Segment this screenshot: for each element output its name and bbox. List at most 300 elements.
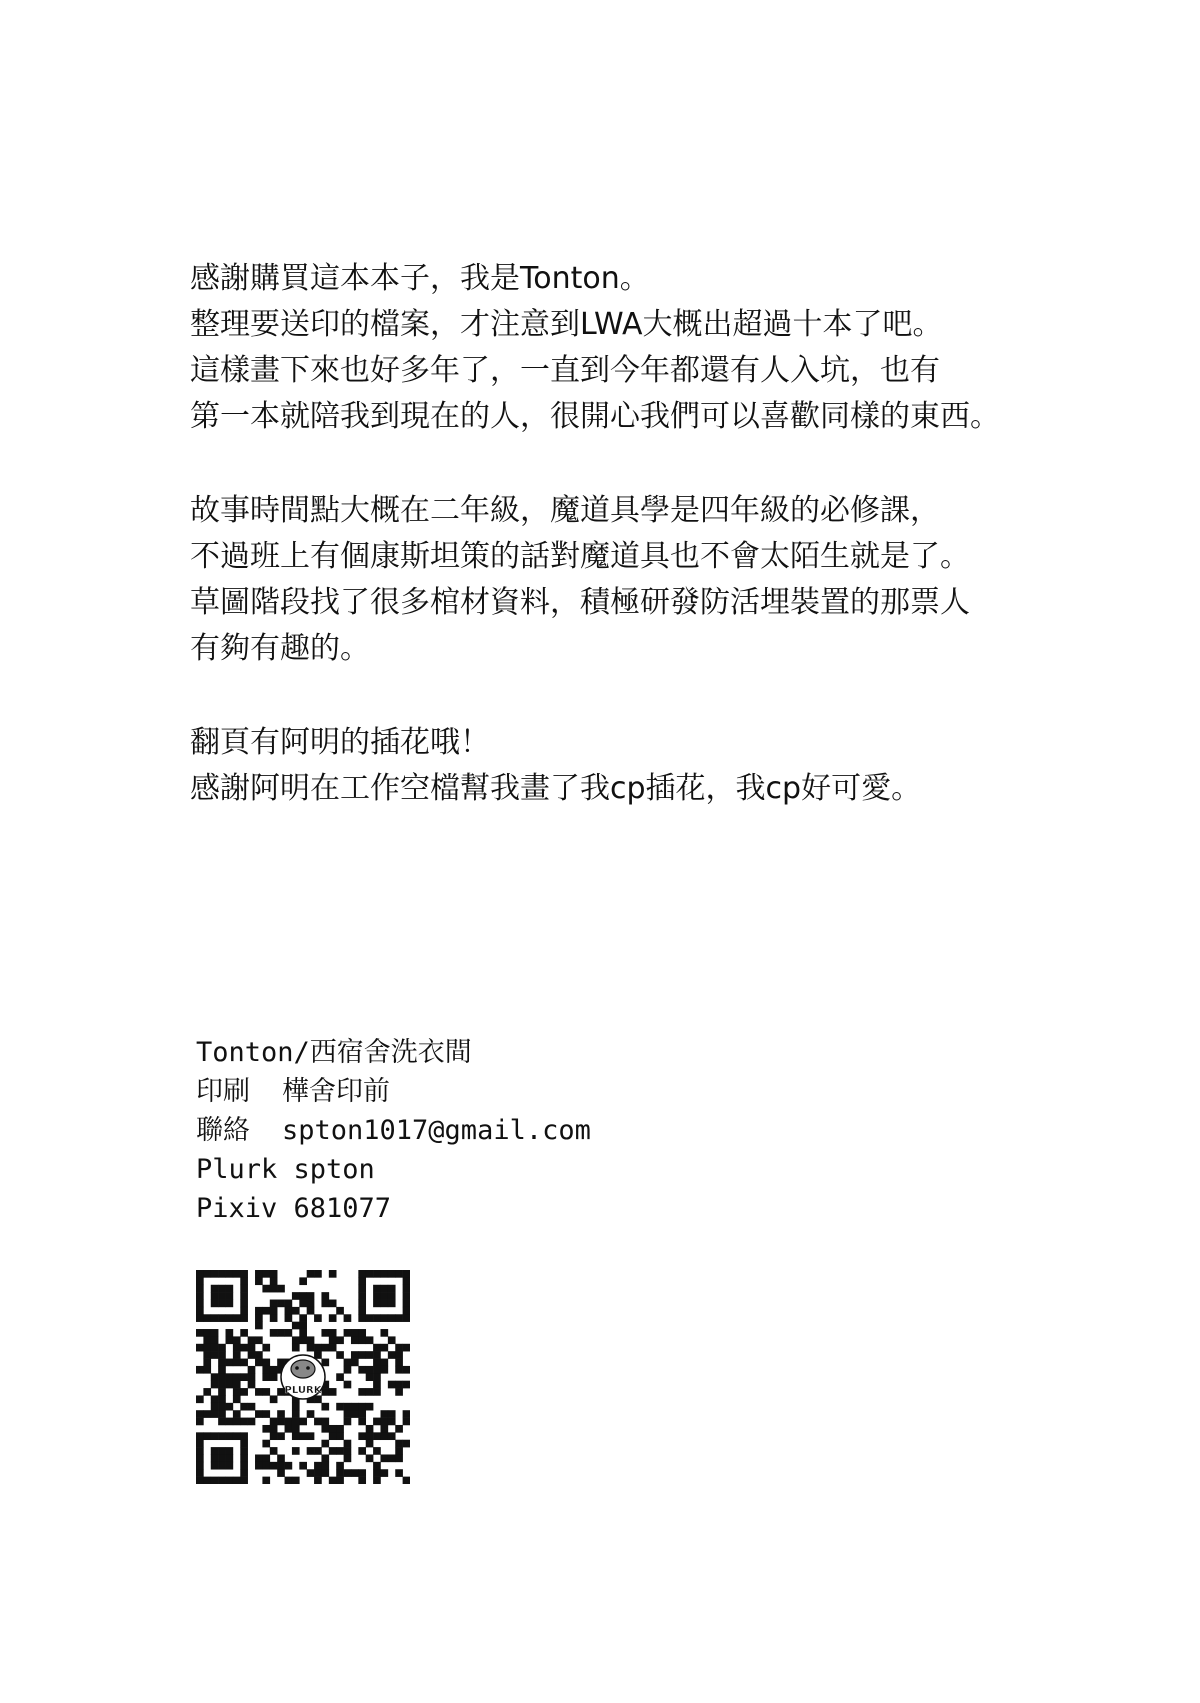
- qr-module: [226, 1292, 234, 1300]
- qr-module: [299, 1314, 307, 1322]
- qr-module: [211, 1454, 219, 1462]
- qr-module: [373, 1285, 381, 1293]
- qr-module: [351, 1329, 359, 1337]
- qr-module: [285, 1462, 293, 1470]
- qr-module: [336, 1477, 344, 1484]
- qr-module: [211, 1285, 219, 1293]
- qr-module: [285, 1329, 293, 1337]
- qr-module: [218, 1300, 226, 1308]
- qr-module: [344, 1410, 352, 1418]
- qr-module: [270, 1366, 278, 1374]
- qr-module: [292, 1432, 300, 1440]
- qr-module: [351, 1403, 359, 1411]
- qr-module: [380, 1300, 388, 1308]
- qr-module: [366, 1314, 374, 1322]
- printer-line: [196, 1072, 796, 1111]
- qr-module: [351, 1351, 359, 1359]
- qr-module: [373, 1432, 381, 1440]
- qr-module: [277, 1462, 285, 1470]
- qr-module: [344, 1454, 352, 1462]
- qr-module: [233, 1336, 241, 1344]
- qr-module: [240, 1469, 248, 1477]
- qr-module: [226, 1403, 234, 1411]
- qr-module: [292, 1425, 300, 1433]
- qr-module: [248, 1403, 256, 1411]
- qr-module: [262, 1425, 270, 1433]
- qr-module: [329, 1425, 337, 1433]
- qr-module: [285, 1425, 293, 1433]
- qr-module: [226, 1359, 234, 1367]
- qr-module: [196, 1432, 204, 1440]
- qr-module: [403, 1300, 410, 1308]
- qr-module: [226, 1477, 234, 1484]
- qr-module: [262, 1285, 270, 1293]
- qr-module: [277, 1418, 285, 1426]
- qr-module: [262, 1307, 270, 1315]
- qr-module: [255, 1462, 263, 1470]
- qr-module: [218, 1351, 226, 1359]
- qr-module: [226, 1329, 234, 1337]
- qr-module: [218, 1381, 226, 1389]
- qr-module: [403, 1477, 410, 1484]
- qr-module: [270, 1425, 278, 1433]
- qr-module: [395, 1469, 403, 1477]
- paragraph-2: [190, 488, 1090, 672]
- qr-module: [255, 1322, 263, 1330]
- qr-module: [299, 1329, 307, 1337]
- qr-module: [329, 1432, 337, 1440]
- qr-module: [329, 1314, 337, 1322]
- qr-module: [403, 1410, 410, 1418]
- text-line: 第一本就陪我到現在的人，很開心我們可以喜歡同樣的東西。: [190, 399, 1000, 434]
- qr-module: [314, 1462, 322, 1470]
- qr-module: [196, 1462, 204, 1470]
- text-line: 翻頁有阿明的插花哦！: [190, 725, 490, 760]
- qr-module: [218, 1432, 226, 1440]
- qr-code: [196, 1270, 410, 1484]
- qr-module: [336, 1447, 344, 1455]
- qr-module: [395, 1440, 403, 1448]
- text-line: 不過班上有個康斯坦策的話對魔道具也不會太陌生就是了。: [190, 539, 970, 574]
- qr-module: [336, 1425, 344, 1433]
- qr-module: [395, 1381, 403, 1389]
- qr-module: [203, 1336, 211, 1344]
- qr-module: [380, 1285, 388, 1293]
- qr-module: [395, 1359, 403, 1367]
- qr-module: [373, 1314, 381, 1322]
- qr-module: [321, 1425, 329, 1433]
- qr-module: [292, 1307, 300, 1315]
- qr-module: [270, 1329, 278, 1337]
- qr-module: [395, 1314, 403, 1322]
- qr-module: [380, 1270, 388, 1278]
- qr-module: [218, 1373, 226, 1381]
- pixiv-line: Pixiv 681077: [196, 1193, 392, 1224]
- qr-module: [336, 1373, 344, 1381]
- qr-module: [196, 1314, 204, 1322]
- qr-module: [403, 1277, 410, 1285]
- printer-value: 樺舍印前: [282, 1076, 390, 1107]
- qr-module: [277, 1300, 285, 1308]
- qr-module: [403, 1285, 410, 1293]
- qr-module: [366, 1336, 374, 1344]
- qr-module: [196, 1395, 204, 1403]
- qr-module: [358, 1292, 366, 1300]
- qr-module: [373, 1270, 381, 1278]
- qr-module: [366, 1425, 374, 1433]
- qr-module: [366, 1403, 374, 1411]
- qr-module: [196, 1440, 204, 1448]
- qr-module: [395, 1447, 403, 1455]
- qr-module: [196, 1418, 204, 1426]
- qr-module: [226, 1300, 234, 1308]
- qr-module: [203, 1314, 211, 1322]
- qr-module: [277, 1432, 285, 1440]
- qr-module: [240, 1344, 248, 1352]
- qr-module: [373, 1477, 381, 1484]
- qr-module: [321, 1403, 329, 1411]
- qr-module: [373, 1292, 381, 1300]
- qr-module: [380, 1469, 388, 1477]
- qr-module: [380, 1292, 388, 1300]
- qr-module: [211, 1462, 219, 1470]
- qr-module: [307, 1447, 315, 1455]
- qr-module: [240, 1403, 248, 1411]
- qr-module: [292, 1477, 300, 1484]
- qr-module: [211, 1300, 219, 1308]
- qr-module: [351, 1469, 359, 1477]
- qr-module: [196, 1307, 204, 1315]
- qr-module: [307, 1307, 315, 1315]
- qr-module: [240, 1270, 248, 1278]
- qr-module: [344, 1329, 352, 1337]
- qr-module: [395, 1388, 403, 1396]
- qr-module: [248, 1381, 256, 1389]
- text-line: 草圖階段找了很多棺材資料，積極研發防活埋裝置的那票人: [190, 585, 970, 620]
- qr-module: [358, 1447, 366, 1455]
- qr-module: [211, 1292, 219, 1300]
- qr-module: [211, 1336, 219, 1344]
- qr-module: [314, 1351, 322, 1359]
- qr-module: [321, 1462, 329, 1470]
- qr-module: [366, 1366, 374, 1374]
- text-line: 這樣畫下來也好多年了，一直到今年都還有人入坑，也有: [190, 353, 940, 388]
- qr-module: [218, 1462, 226, 1470]
- qr-module: [380, 1454, 388, 1462]
- qr-module: [388, 1292, 396, 1300]
- qr-module: [218, 1270, 226, 1278]
- qr-module: [240, 1477, 248, 1484]
- afterword-text: [190, 256, 1090, 860]
- qr-module: [358, 1388, 366, 1396]
- qr-module: [344, 1381, 352, 1389]
- qr-module: [351, 1359, 359, 1367]
- qr-module: [240, 1314, 248, 1322]
- qr-module: [373, 1447, 381, 1455]
- qr-module: [233, 1432, 241, 1440]
- printer-label: 印刷: [196, 1076, 250, 1107]
- qr-module: [344, 1447, 352, 1455]
- qr-module: [329, 1447, 337, 1455]
- qr-module: [218, 1454, 226, 1462]
- qr-module: [240, 1447, 248, 1455]
- plurk-line: Plurk spton: [196, 1154, 375, 1185]
- qr-module: [329, 1388, 337, 1396]
- qr-module: [255, 1388, 263, 1396]
- qr-module: [380, 1425, 388, 1433]
- qr-module: [233, 1373, 241, 1381]
- qr-module: [366, 1454, 374, 1462]
- qr-module: [344, 1359, 352, 1367]
- qr-module: [366, 1270, 374, 1278]
- qr-module: [336, 1336, 344, 1344]
- qr-module: [314, 1477, 322, 1484]
- qr-module: [277, 1329, 285, 1337]
- qr-module: [248, 1351, 256, 1359]
- qr-module: [336, 1469, 344, 1477]
- qr-module: [196, 1454, 204, 1462]
- qr-module: [329, 1270, 337, 1278]
- qr-module: [388, 1285, 396, 1293]
- qr-module: [292, 1344, 300, 1352]
- qr-module: [292, 1322, 300, 1330]
- qr-module: [255, 1336, 263, 1344]
- qr-module: [358, 1418, 366, 1426]
- qr-module: [366, 1373, 374, 1381]
- qr-module: [285, 1300, 293, 1308]
- qr-module: [299, 1336, 307, 1344]
- qr-module: [233, 1410, 241, 1418]
- qr-module: [255, 1454, 263, 1462]
- qr-module: [240, 1454, 248, 1462]
- qr-module: [358, 1270, 366, 1278]
- qr-module: [203, 1359, 211, 1367]
- qr-module: [336, 1307, 344, 1315]
- qr-module: [336, 1351, 344, 1359]
- qr-module: [373, 1381, 381, 1389]
- qr-module: [203, 1432, 211, 1440]
- qr-module: [270, 1432, 278, 1440]
- qr-module: [344, 1403, 352, 1411]
- paragraph-3: [190, 720, 1090, 812]
- qr-module: [403, 1292, 410, 1300]
- qr-module: [292, 1410, 300, 1418]
- qr-module: [358, 1277, 366, 1285]
- qr-module: [388, 1300, 396, 1308]
- qr-module: [233, 1477, 241, 1484]
- qr-module: [211, 1477, 219, 1484]
- qr-module: [403, 1270, 410, 1278]
- qr-module: [358, 1336, 366, 1344]
- qr-module: [388, 1351, 396, 1359]
- qr-module: [211, 1381, 219, 1389]
- qr-module: [262, 1477, 270, 1484]
- qr-module: [373, 1469, 381, 1477]
- qr-module: [314, 1469, 322, 1477]
- qr-module: [196, 1477, 204, 1484]
- qr-module: [270, 1314, 278, 1322]
- plurk-logo-icon: [281, 1355, 325, 1399]
- qr-module: [262, 1440, 270, 1448]
- qr-module: [226, 1373, 234, 1381]
- qr-module: [240, 1307, 248, 1315]
- contact-email: spton1017@gmail.com: [282, 1115, 591, 1146]
- qr-module: [395, 1351, 403, 1359]
- qr-module: [299, 1277, 307, 1285]
- qr-module: [344, 1366, 352, 1374]
- qr-module: [329, 1477, 337, 1484]
- qr-module: [218, 1447, 226, 1455]
- qr-module: [196, 1410, 204, 1418]
- qr-module: [285, 1307, 293, 1315]
- qr-module: [395, 1270, 403, 1278]
- colophon: [196, 1033, 796, 1228]
- qr-module: [358, 1351, 366, 1359]
- text-line: 整理要送印的檔案，才注意到LWA大概出超過十本了吧。: [190, 307, 943, 342]
- qr-module: [336, 1462, 344, 1470]
- qr-module: [240, 1462, 248, 1470]
- qr-module: [211, 1373, 219, 1381]
- paragraph-1: [190, 256, 1090, 440]
- qr-module: [366, 1440, 374, 1448]
- qr-module: [218, 1366, 226, 1374]
- qr-module: [211, 1410, 219, 1418]
- qr-module: [255, 1351, 263, 1359]
- qr-module: [373, 1366, 381, 1374]
- qr-module: [380, 1359, 388, 1367]
- qr-module: [277, 1469, 285, 1477]
- qr-module: [233, 1359, 241, 1367]
- qr-module: [196, 1469, 204, 1477]
- qr-module: [277, 1454, 285, 1462]
- qr-module: [270, 1285, 278, 1293]
- qr-module: [373, 1344, 381, 1352]
- qr-module: [314, 1344, 322, 1352]
- qr-module: [388, 1314, 396, 1322]
- qr-module: [395, 1344, 403, 1352]
- qr-module: [388, 1432, 396, 1440]
- qr-module: [218, 1314, 226, 1322]
- qr-module: [388, 1454, 396, 1462]
- text-line: 故事時間點大概在二年級，魔道具學是四年級的必修課，: [190, 493, 940, 528]
- qr-module: [373, 1418, 381, 1426]
- qr-module: [270, 1395, 278, 1403]
- qr-module: [262, 1373, 270, 1381]
- qr-module: [248, 1336, 256, 1344]
- qr-module: [226, 1418, 234, 1426]
- qr-module: [211, 1314, 219, 1322]
- qr-module: [196, 1270, 204, 1278]
- qr-module: [270, 1300, 278, 1308]
- qr-module: [240, 1440, 248, 1448]
- qr-module: [240, 1359, 248, 1367]
- qr-module: [203, 1344, 211, 1352]
- qr-module: [203, 1410, 211, 1418]
- qr-module: [344, 1314, 352, 1322]
- qr-module: [218, 1388, 226, 1396]
- qr-module: [240, 1388, 248, 1396]
- qr-module: [380, 1432, 388, 1440]
- qr-module: [307, 1432, 315, 1440]
- qr-module: [307, 1344, 315, 1352]
- qr-module: [358, 1403, 366, 1411]
- qr-module: [388, 1410, 396, 1418]
- qr-module: [262, 1454, 270, 1462]
- qr-module: [196, 1447, 204, 1455]
- qr-module: [299, 1418, 307, 1426]
- qr-module: [226, 1432, 234, 1440]
- qr-module: [373, 1359, 381, 1367]
- qr-module: [211, 1395, 219, 1403]
- qr-module: [211, 1403, 219, 1411]
- qr-module: [270, 1270, 278, 1278]
- qr-module: [218, 1285, 226, 1293]
- qr-module: [366, 1388, 374, 1396]
- qr-module: [307, 1410, 315, 1418]
- qr-module: [321, 1344, 329, 1352]
- qr-module: [196, 1300, 204, 1308]
- qr-module: [307, 1300, 315, 1308]
- qr-module: [388, 1381, 396, 1389]
- qr-module: [203, 1351, 211, 1359]
- qr-module: [380, 1329, 388, 1337]
- qr-module: [285, 1477, 293, 1484]
- qr-module: [380, 1366, 388, 1374]
- qr-module: [218, 1292, 226, 1300]
- qr-module: [218, 1418, 226, 1426]
- qr-module: [248, 1344, 256, 1352]
- qr-module: [395, 1425, 403, 1433]
- qr-module: [299, 1300, 307, 1308]
- qr-module: [351, 1336, 359, 1344]
- qr-module: [233, 1395, 241, 1403]
- qr-module: [307, 1292, 315, 1300]
- qr-module: [292, 1447, 300, 1455]
- qr-module: [196, 1285, 204, 1293]
- qr-module: [203, 1270, 211, 1278]
- plurk-logo-text: PLURK: [284, 1385, 322, 1396]
- qr-module: [255, 1359, 263, 1367]
- qr-module: [240, 1292, 248, 1300]
- qr-module: [314, 1447, 322, 1455]
- qr-module: [233, 1418, 241, 1426]
- qr-module: [358, 1432, 366, 1440]
- qr-module: [196, 1366, 204, 1374]
- qr-module: [292, 1292, 300, 1300]
- qr-module: [373, 1462, 381, 1470]
- qr-module: [255, 1314, 263, 1322]
- qr-module: [218, 1395, 226, 1403]
- qr-module: [226, 1314, 234, 1322]
- qr-module: [403, 1440, 410, 1448]
- qr-module: [218, 1403, 226, 1411]
- qr-module: [233, 1270, 241, 1278]
- qr-module: [270, 1418, 278, 1426]
- qr-module: [277, 1285, 285, 1293]
- qr-module: [403, 1418, 410, 1426]
- qr-module: [218, 1344, 226, 1352]
- qr-module: [321, 1454, 329, 1462]
- qr-module: [329, 1344, 337, 1352]
- qr-module: [388, 1336, 396, 1344]
- qr-module: [380, 1418, 388, 1426]
- text-line: 感謝阿明在工作空檔幫我畫了我cp插花，我cp好可愛。: [190, 771, 922, 806]
- qr-module: [344, 1440, 352, 1448]
- qr-module: [366, 1351, 374, 1359]
- qr-module: [262, 1462, 270, 1470]
- qr-module: [203, 1366, 211, 1374]
- qr-module: [262, 1344, 270, 1352]
